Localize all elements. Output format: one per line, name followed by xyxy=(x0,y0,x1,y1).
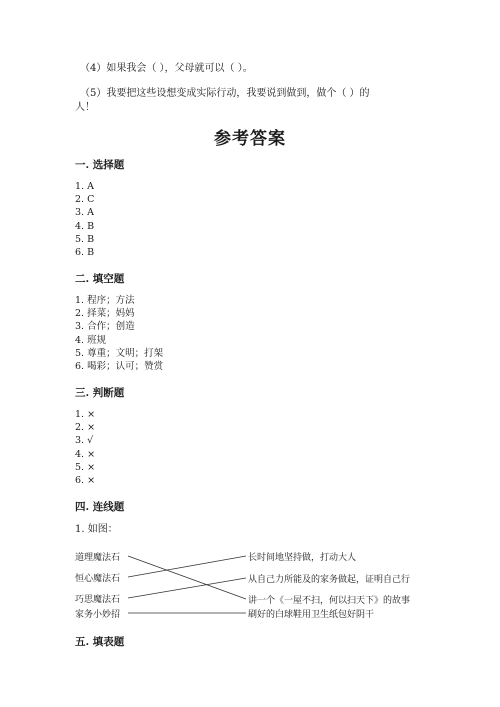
section-heading-fill: 二. 填空题 xyxy=(75,273,125,285)
list-item: 1. 程序；方法 xyxy=(75,295,135,306)
list-item: 3. 合作；创造 xyxy=(75,321,135,333)
match-left-1: 道理魔法石 xyxy=(75,553,121,563)
section-heading-choice: 一. 选择题 xyxy=(75,159,125,171)
list-item: 2. 择菜；妈妈 xyxy=(75,308,135,320)
match-right-2: 从自己力所能及的家务做起，证明自己行 xyxy=(248,575,411,585)
question-5-line2: 人！ xyxy=(75,102,95,113)
list-item: 6. × xyxy=(75,475,96,487)
match-right-3: 讲一个《一屋不扫，何以扫天下》的故事 xyxy=(248,596,411,606)
match-line xyxy=(128,578,246,598)
list-item: 3. A xyxy=(75,207,94,219)
list-item: 4. B xyxy=(75,220,95,232)
list-item: 5. 尊重；文明；打架 xyxy=(75,347,164,359)
section-heading-table: 五. 填表题 xyxy=(75,636,125,648)
list-item: 5. × xyxy=(75,461,96,473)
answer-title: 参考答案 xyxy=(214,129,286,149)
list-item: 2. × xyxy=(75,422,96,434)
match-line xyxy=(128,556,246,599)
match-left-3: 巧思魔法石 xyxy=(75,595,121,605)
section-heading-judge: 三. 判断题 xyxy=(75,387,125,399)
match-right-4: 刷好的白球鞋用卫生纸包好阴干 xyxy=(248,610,375,620)
list-item: 4. × xyxy=(75,448,96,460)
question-4: （4）如果我会（ ），父母就可以（ ）。 xyxy=(80,63,253,74)
list-item: 4. 班规 xyxy=(75,334,107,346)
list-item: 1. × xyxy=(75,409,96,420)
match-left-4: 家务小妙招 xyxy=(75,610,121,620)
list-item: 6. B xyxy=(75,247,95,259)
list-item: 6. 喝彩；认可；赞赏 xyxy=(75,361,164,373)
match-left-2: 恒心魔法石 xyxy=(75,574,121,584)
list-item: 1. A xyxy=(75,181,94,192)
question-5-line1: （5）我要把这些设想变成实际行动，我要说到做到，做个（ ）的 xyxy=(80,88,370,99)
list-item: 3. √ xyxy=(75,435,94,447)
section-heading-match: 四. 连线题 xyxy=(75,501,125,513)
match-line xyxy=(128,556,246,577)
list-item: 2. C xyxy=(75,194,95,206)
match-intro: 1. 如图： xyxy=(75,524,118,535)
match-right-1: 长时间地坚持做，打动大人 xyxy=(248,553,357,563)
list-item: 5. B xyxy=(75,233,95,245)
